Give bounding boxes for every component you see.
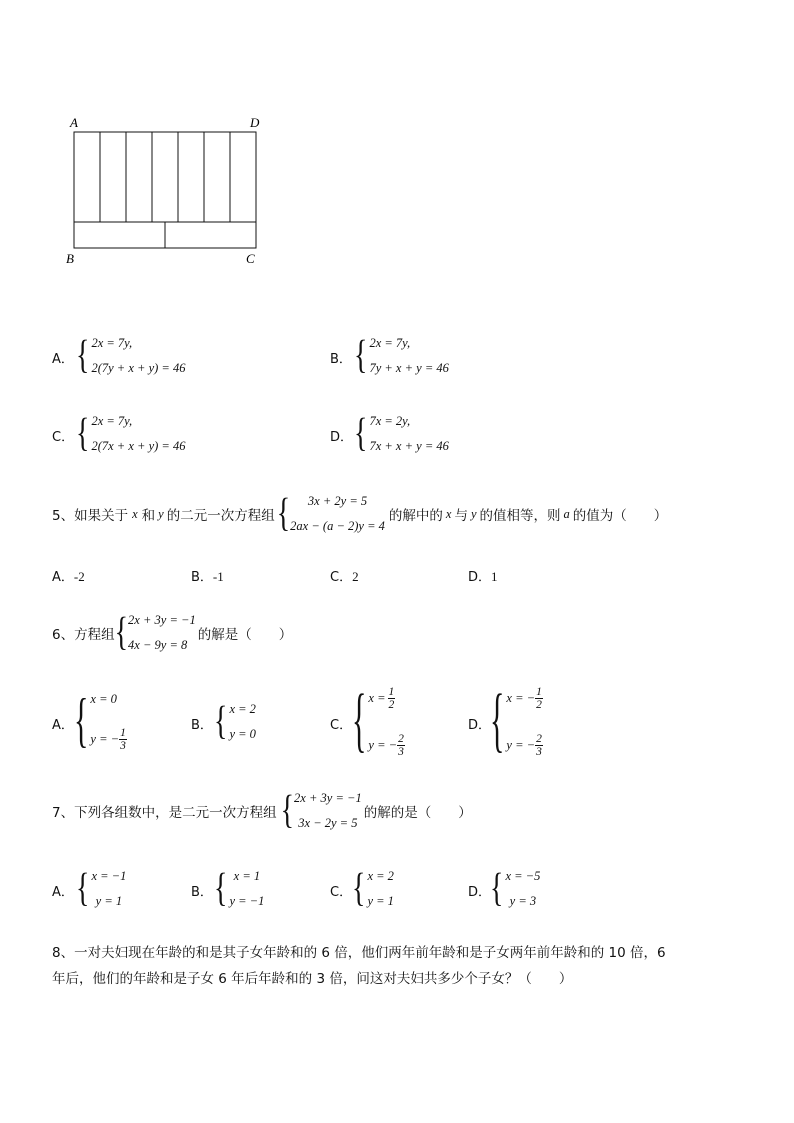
brace-icon: { xyxy=(214,865,228,911)
y-fraction xyxy=(535,733,543,758)
brace-icon: { xyxy=(76,410,90,456)
brace-icon: { xyxy=(76,332,90,378)
denominator: 3 xyxy=(120,739,126,752)
equation-2: 2(7x + x + y) = 46 xyxy=(91,439,186,453)
numerator: 1 xyxy=(388,686,395,698)
vertex-b-label: B xyxy=(66,251,74,266)
question-6 xyxy=(52,609,293,655)
rectangle-figure xyxy=(60,112,280,272)
y-value: y = 1 xyxy=(367,894,394,908)
equation-1: 7x = 2y, xyxy=(369,414,411,428)
brace-icon: { xyxy=(490,865,504,911)
denominator: 2 xyxy=(388,699,395,712)
y-fraction xyxy=(119,727,127,752)
equation-2: 7x + x + y = 46 xyxy=(369,439,449,453)
option-value: -2 xyxy=(73,569,85,584)
option-value: 2 xyxy=(352,569,359,584)
brace-icon: { xyxy=(214,698,228,744)
x-prefix: x = − xyxy=(506,691,536,706)
option-value: 1 xyxy=(491,569,498,584)
numerator: 2 xyxy=(536,732,542,745)
equation-1: 2x = 7y, xyxy=(91,336,133,350)
numerator: 1 xyxy=(536,686,542,698)
q7-equation-1: 2x + 3y = −1 xyxy=(294,791,362,805)
q5-prefix: 5、如果关于 xyxy=(52,508,129,524)
vertex-c-label: C xyxy=(246,251,255,266)
equation-1: 2x = 7y, xyxy=(369,336,411,350)
option-label: C． xyxy=(330,885,353,900)
y-value: y = 0 xyxy=(229,727,256,741)
q5-suffix-3: 的值为（ ） xyxy=(572,508,668,524)
option-label: B． xyxy=(191,570,213,585)
option-label: A． xyxy=(52,352,74,367)
q7-suffix: 的解的是（ ） xyxy=(363,805,472,821)
x-value: x = −1 xyxy=(91,869,127,883)
numerator: 2 xyxy=(398,732,404,745)
vertex-a-label: A xyxy=(70,115,78,130)
x-value: x = −5 xyxy=(505,869,541,883)
q5-var-y: y xyxy=(158,506,164,521)
y-value: y = −1 xyxy=(229,894,265,908)
option-label: B． xyxy=(191,885,213,900)
q5-option-b[interactable] xyxy=(191,566,224,585)
equation-2: 2(7y + x + y) = 46 xyxy=(91,361,186,375)
q5-var-x: x xyxy=(132,506,138,521)
option-label: D． xyxy=(330,430,354,445)
brace-icon: { xyxy=(354,332,368,378)
brace-icon: { xyxy=(74,688,89,754)
option-label: C． xyxy=(52,430,75,445)
q5-var-a: a xyxy=(563,506,570,521)
x-prefix: x = xyxy=(368,691,386,706)
q5-suffix-2: 的值相等，则 xyxy=(479,508,561,524)
q7-equation-2: 3x − 2y = 5 xyxy=(298,816,358,830)
option-label: D． xyxy=(468,570,492,585)
q6-equation-1: 2x + 3y = −1 xyxy=(128,613,196,627)
brace-icon: { xyxy=(280,787,295,833)
q6-prefix: 6、方程组 xyxy=(52,627,115,643)
denominator: 2 xyxy=(536,699,542,712)
option-label: C． xyxy=(330,718,353,733)
equation-2: 7y + x + y = 46 xyxy=(369,361,449,375)
option-label: C． xyxy=(330,570,353,585)
y-fraction xyxy=(397,733,405,758)
brace-icon: { xyxy=(114,609,129,655)
brace-icon: { xyxy=(490,681,505,761)
vertex-d-label: D xyxy=(250,115,260,130)
y-value: y = 3 xyxy=(509,894,537,908)
x-value: x = 2 xyxy=(229,702,256,716)
option-label: A． xyxy=(52,570,74,585)
q5-var-y2: y xyxy=(470,506,477,521)
q7-prefix: 7、下列各组数中，是二元一次方程组 xyxy=(52,805,277,821)
equation-1: 2x = 7y, xyxy=(91,414,133,428)
q5-equation-1: 3x + 2y = 5 xyxy=(307,494,368,508)
q5-option-c[interactable] xyxy=(330,566,359,585)
q5-yu: 与 xyxy=(454,508,468,524)
option-value: -1 xyxy=(212,569,224,584)
option-label: B． xyxy=(191,718,213,733)
q8-line-1: 8、一对夫妇现在年龄的和是其子女年龄和的 6 倍，他们两年前年龄和是子女两年前年龄和的 10 倍，6 xyxy=(52,945,666,961)
x-value: x = 0 xyxy=(90,692,117,706)
option-label: B． xyxy=(330,352,352,367)
question-7 xyxy=(52,787,472,833)
question-5 xyxy=(52,490,668,536)
q5-var-x2: x xyxy=(445,506,452,521)
y-prefix: y = − xyxy=(368,737,398,752)
brace-icon: { xyxy=(76,865,90,911)
q6-suffix: 的解是（ ） xyxy=(197,627,293,643)
q5-and: 和 xyxy=(141,508,156,524)
q5-suffix-1: 的解中的 xyxy=(388,508,443,524)
q5-option-a[interactable] xyxy=(52,566,85,585)
q8-line-2: 年后，他们的年龄和是子女 6 年后年龄和的 3 倍，问这对夫妇共多少个子女？（ ） xyxy=(52,971,573,987)
denominator: 3 xyxy=(536,745,542,758)
denominator: 3 xyxy=(398,745,404,758)
brace-icon: { xyxy=(352,865,366,911)
option-label: D． xyxy=(468,885,492,900)
q6-equation-2: 4x − 9y = 8 xyxy=(128,638,188,652)
y-prefix: y = − xyxy=(506,737,536,752)
y-prefix: y = − xyxy=(90,731,120,746)
brace-icon: { xyxy=(354,410,368,456)
y-value: y = 1 xyxy=(95,894,123,908)
x-fraction xyxy=(535,686,543,711)
q5-equation-2: 2ax − (a − 2)y = 4 xyxy=(290,519,385,533)
numerator: 1 xyxy=(120,726,126,739)
x-fraction xyxy=(388,686,396,711)
option-label: A． xyxy=(52,718,74,733)
option-label: A． xyxy=(52,885,74,900)
q5-mid: 的二元一次方程组 xyxy=(166,508,275,524)
x-value: x = 1 xyxy=(233,869,261,883)
q5-option-d[interactable] xyxy=(468,566,498,585)
x-value: x = 2 xyxy=(367,869,394,883)
option-label: D． xyxy=(468,718,492,733)
brace-icon: { xyxy=(352,681,367,761)
brace-icon: { xyxy=(276,490,291,536)
